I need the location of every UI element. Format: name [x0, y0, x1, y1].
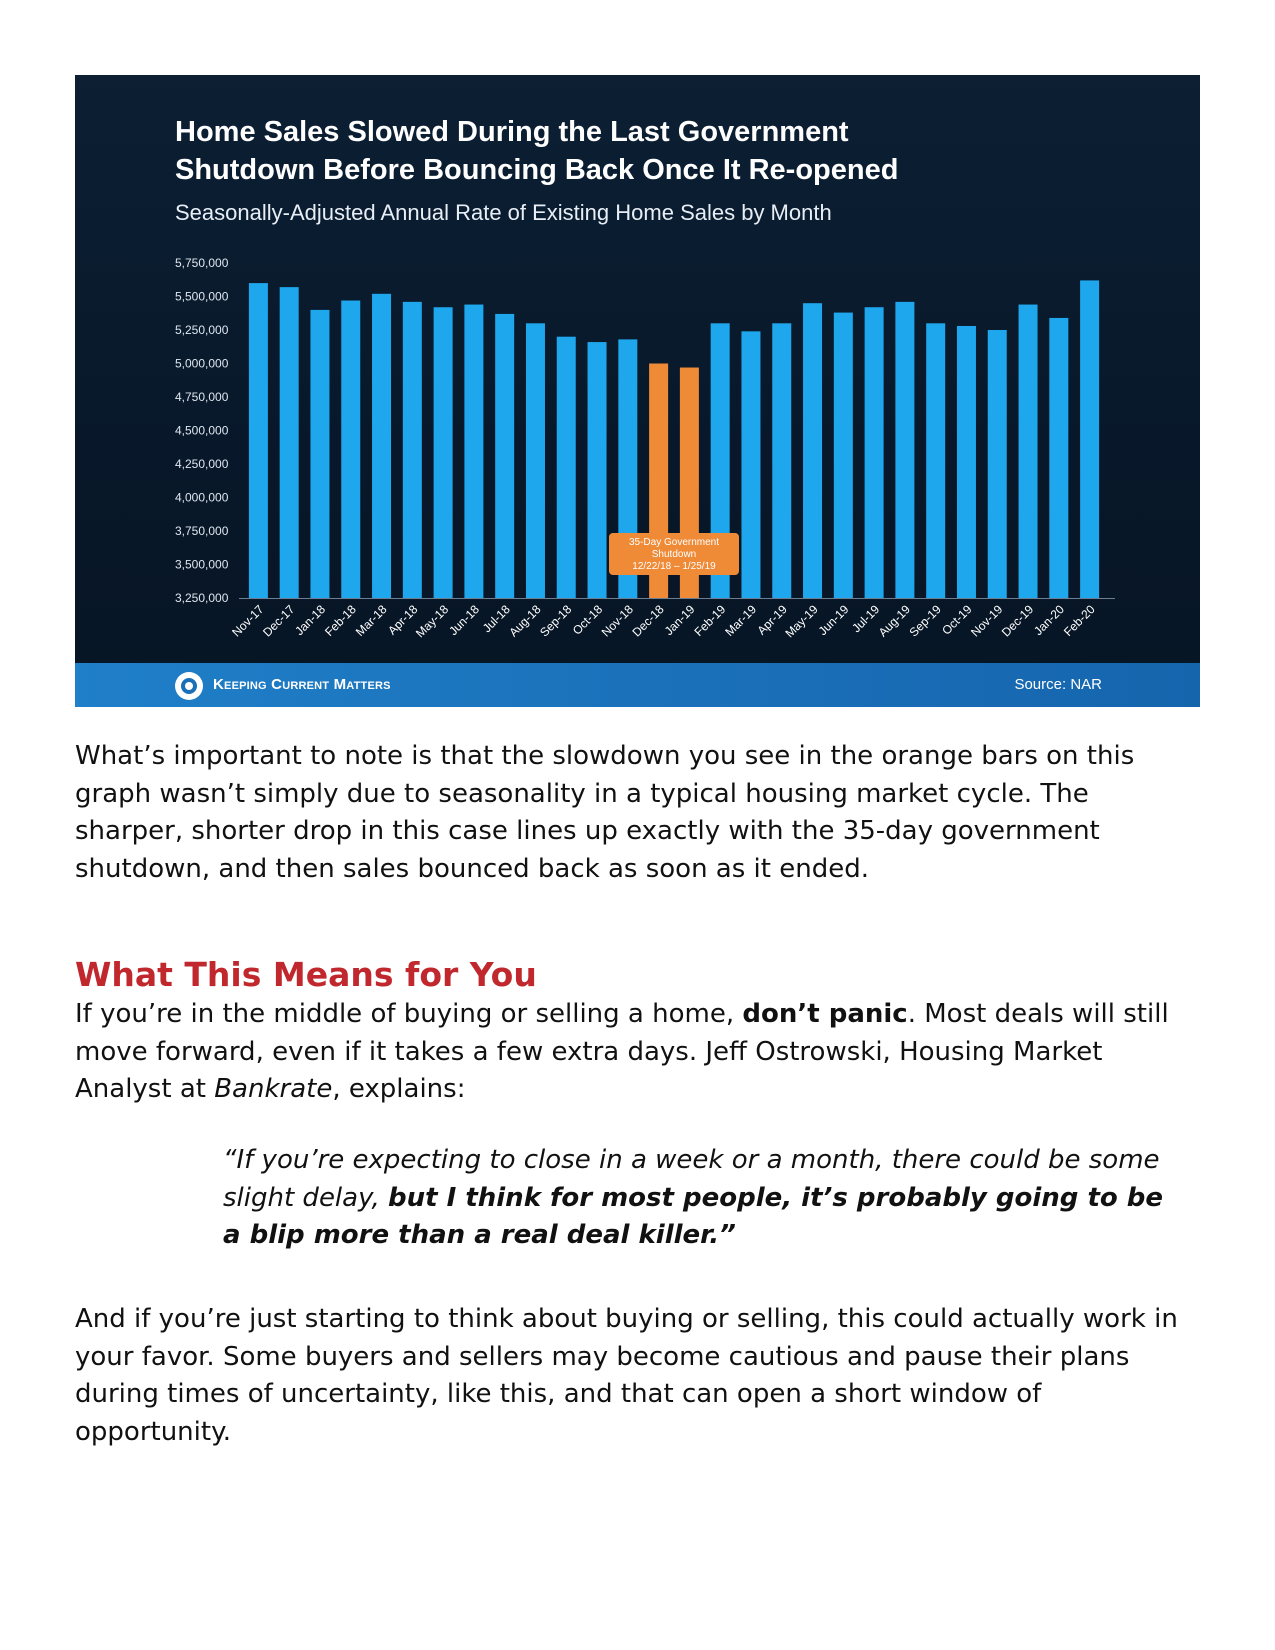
x-tick-label: Sep-18 — [537, 602, 575, 640]
bar — [372, 294, 391, 598]
y-tick-label: 4,000,000 — [175, 490, 229, 505]
x-tick-label: Apr-19 — [754, 602, 790, 638]
chart-source: Source: NAR — [1014, 676, 1102, 693]
bar — [803, 303, 822, 598]
y-tick-label: 3,750,000 — [175, 524, 229, 538]
x-tick-label: Sep-19 — [906, 602, 944, 640]
x-tick-label: Mar-19 — [722, 602, 760, 640]
paragraph-3: And if you’re just starting to think about buying or selling, this could actually work in your favor. Some buyers and sellers may become cautious and pause their plans during times of uncertainty, like this, and that can open a short window of opportunity. — [75, 1304, 1178, 1447]
annotation-label: 35-Day Government — [628, 537, 720, 548]
bar — [988, 330, 1007, 598]
paragraph-1: What’s important to note is that the slowdown you see in the orange bars on this graph wasn’t simply due to seasonality in a typical housing market cycle. The sharper, shorter drop in this case lines up exactly with the 35-day government shutdown, and then sales bounced back as soon as it ended. — [75, 741, 1135, 884]
bar — [834, 313, 853, 598]
bar — [895, 302, 914, 598]
bar — [403, 302, 422, 598]
y-tick-label: 4,500,000 — [175, 423, 229, 438]
chart-title-line-1: Home Sales Slowed During the Last Government — [175, 116, 849, 148]
x-tick-label: Feb-20 — [1060, 602, 1098, 640]
bar — [526, 323, 545, 598]
bar — [741, 331, 760, 598]
bar — [1080, 280, 1099, 598]
paragraph-2 — [75, 996, 1205, 1109]
x-tick-label: Feb-18 — [322, 602, 359, 640]
y-tick-label: 3,500,000 — [175, 557, 229, 572]
x-tick-label: Jan-20 — [1031, 602, 1067, 639]
x-tick-label: Jun-18 — [446, 602, 483, 639]
bar — [249, 283, 268, 598]
paragraph-2-text-c: , explains: — [332, 1074, 466, 1104]
x-tick-label: Oct-18 — [569, 602, 606, 638]
bar — [341, 301, 360, 598]
bar — [926, 323, 945, 598]
paragraph-2-text-b: . Most deals will still move forward, even if it takes a few extra days. Jeff Ostrowski, Housing Market Analyst at — [75, 999, 1169, 1104]
x-tick-label: Feb-19 — [691, 602, 729, 640]
bar — [1049, 318, 1068, 598]
x-tick-label: Nov-17 — [229, 602, 267, 640]
bar — [310, 310, 329, 598]
bar — [434, 307, 453, 598]
paragraph-2-text-a: If you’re in the middle of buying or selling a home, — [75, 999, 743, 1029]
bar-chart — [75, 75, 1200, 707]
y-tick-label: 5,000,000 — [175, 356, 229, 371]
y-tick-label: 5,750,000 — [175, 256, 229, 270]
annotation-label: 12/22/18 – 1/25/19 — [632, 561, 716, 572]
x-tick-label: Nov-18 — [598, 602, 636, 640]
x-tick-label: May-18 — [413, 602, 452, 641]
chart-card — [75, 75, 1200, 707]
brand-logo-icon — [175, 672, 203, 700]
brand-name: Keeping Current Matters — [213, 676, 391, 693]
bar — [464, 305, 483, 598]
x-tick-label: Jun-19 — [815, 602, 852, 639]
x-tick-label: Jul-18 — [479, 602, 513, 636]
x-tick-label: Jul-19 — [849, 602, 883, 636]
y-tick-label: 4,250,000 — [175, 457, 229, 471]
y-tick-label: 5,500,000 — [175, 289, 229, 304]
x-tick-label: Aug-19 — [875, 602, 914, 640]
chart-subtitle: Seasonally-Adjusted Annual Rate of Existing Home Sales by Month — [175, 200, 832, 225]
x-tick-label: Jan-18 — [292, 602, 329, 639]
x-tick-label: Dec-18 — [629, 602, 667, 640]
quote-bold: but I think for most people, it’s probably going to be a blip more than a real deal killer. — [223, 1182, 1164, 1250]
x-tick-label: Nov-19 — [968, 602, 1006, 640]
bar — [557, 337, 576, 598]
chart-footer — [75, 663, 1200, 707]
x-tick-label: Jan-19 — [661, 602, 698, 639]
x-tick-label: May-19 — [782, 602, 821, 641]
x-tick-label: Oct-19 — [939, 602, 975, 638]
paragraph-2-bold: don’t panic — [742, 999, 908, 1029]
x-tick-label: Mar-18 — [352, 602, 390, 640]
bar — [1019, 305, 1038, 598]
y-tick-label: 4,750,000 — [175, 390, 229, 404]
paragraph-2-italic: Bankrate — [214, 1074, 333, 1104]
quote-close: ” — [719, 1220, 736, 1250]
bar — [772, 323, 791, 598]
x-tick-label: Aug-18 — [506, 602, 544, 640]
y-tick-label: 3,250,000 — [175, 591, 229, 605]
annotation-label: Shutdown — [651, 549, 697, 560]
y-tick-label: 5,250,000 — [175, 323, 229, 337]
bar — [588, 342, 607, 598]
bar — [957, 326, 976, 598]
x-tick-label: Apr-18 — [385, 602, 421, 638]
bar — [495, 314, 514, 598]
chart-title-line-2: Shutdown Before Bouncing Back Once It Re-opened — [175, 154, 899, 186]
x-tick-label: Dec-19 — [998, 602, 1037, 640]
section-heading: What This Means for You — [75, 955, 537, 994]
quote — [223, 1142, 1183, 1255]
x-tick-label: Dec-17 — [260, 602, 298, 640]
bar — [280, 287, 299, 598]
bar — [865, 307, 884, 598]
quote-text: “If you’re expecting to close in a week or a month, there could be some slight delay, — [223, 1145, 1160, 1213]
